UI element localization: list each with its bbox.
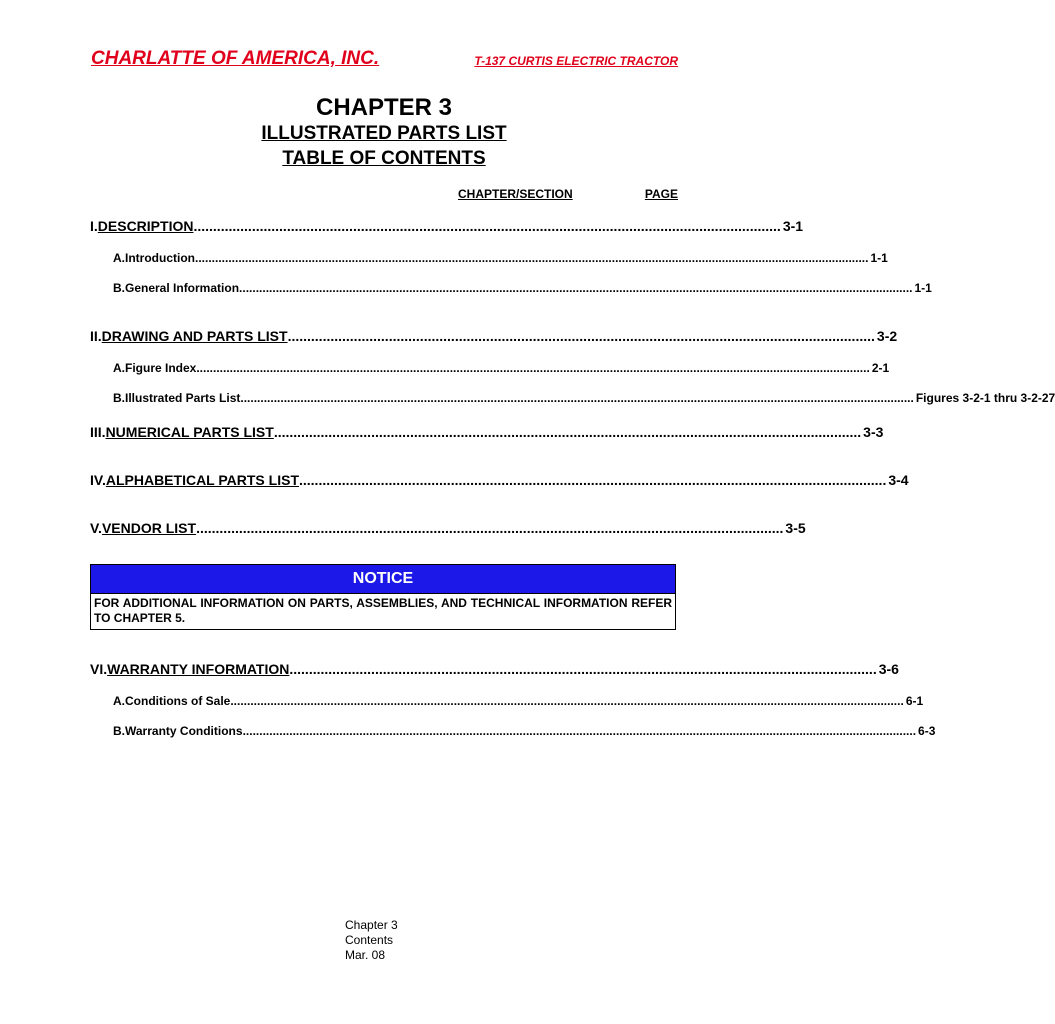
dot-leader: ....................................................................................................................................................... (193, 218, 781, 234)
subsection-page: 6-1 (905, 694, 924, 708)
dot-leader: .......................................................................................................................................................................................................... (196, 361, 870, 375)
section-number: VI. (90, 661, 108, 677)
page-footer (345, 918, 398, 963)
section-number: V. (90, 520, 102, 536)
section-title: ALPHABETICAL PARTS LIST (105, 472, 299, 488)
section-number: I. (90, 218, 98, 234)
dot-leader: .......................................................................................................................................................................................................... (240, 391, 914, 405)
dot-leader: ....................................................................................................................................................... (273, 424, 862, 440)
subsection-page: 6-3 (918, 724, 936, 738)
section-page: 3-5 (785, 520, 806, 536)
section-title: VENDOR LIST (101, 520, 197, 536)
dot-leader: ....................................................................................................................................................... (196, 520, 784, 536)
toc-entry-description[interactable] (90, 218, 804, 234)
footer-section: Contents (345, 933, 394, 947)
company-name: CHARLATTE OF AMERICA, INC. (91, 48, 380, 69)
section-page: 3-3 (863, 424, 884, 440)
subsection-title: Introduction (125, 251, 195, 265)
dot-leader: ....................................................................................................................................................... (299, 472, 887, 488)
dot-leader: .......................................................................................................................................................................................................... (242, 724, 917, 738)
footer-date: Mar. 08 (345, 948, 386, 962)
dot-leader: ....................................................................................................................................................... (289, 661, 877, 677)
subsection-letter: B. (113, 391, 125, 405)
section-title: WARRANTY INFORMATION (107, 661, 290, 677)
toc-entry-warranty-conditions[interactable] (113, 724, 936, 738)
subsection-title: Warranty Conditions (125, 724, 243, 738)
toc-entry-figure-index[interactable] (113, 361, 890, 375)
toc-entry-warranty-information[interactable] (90, 661, 899, 677)
section-title: DRAWING AND PARTS LIST (101, 328, 288, 344)
section-title: NUMERICAL PARTS LIST (105, 424, 274, 440)
column-header-page: PAGE (644, 187, 678, 201)
section-number: IV. (90, 472, 106, 488)
toc-entry-illustrated-parts-list[interactable] (113, 391, 1055, 405)
toc-entry-general-information[interactable] (113, 281, 932, 295)
toc-title: TABLE OF CONTENTS (282, 148, 486, 169)
subsection-letter: A. (113, 251, 125, 265)
section-page: 3-2 (876, 328, 898, 344)
subsection-letter: A. (113, 361, 125, 375)
subsection-letter: A. (113, 694, 125, 708)
chapter-title: CHAPTER 3 (315, 94, 453, 121)
column-header-chapter-section: CHAPTER/SECTION (458, 187, 573, 201)
notice-heading: NOTICE (91, 565, 675, 594)
toc-entry-vendor-list[interactable] (90, 520, 806, 536)
toc-entry-introduction[interactable] (113, 251, 888, 265)
section-number: II. (90, 328, 102, 344)
toc-entry-numerical-parts-list[interactable] (90, 424, 884, 440)
subsection-title: General Information (125, 281, 240, 295)
subsection-letter: B. (113, 724, 125, 738)
section-number: III. (90, 424, 106, 440)
subsection-title: Illustrated Parts List (125, 391, 241, 405)
subsection-page: Figures 3-2-1 thru 3-2-27 (915, 391, 1055, 405)
subsection-page: 2-1 (871, 361, 890, 375)
dot-leader: .......................................................................................................................................................................................................... (239, 281, 913, 295)
toc-entry-alphabetical-parts-list[interactable] (90, 472, 909, 488)
subsection-page: 1-1 (914, 281, 932, 295)
section-page: 3-1 (782, 218, 804, 234)
section-title: DESCRIPTION (97, 218, 194, 234)
toc-entry-drawing-and-parts-list[interactable] (90, 328, 898, 344)
dot-leader: ....................................................................................................................................................... (287, 328, 875, 344)
parts-list-title: ILLUSTRATED PARTS LIST (261, 123, 507, 144)
subsection-page: 1-1 (870, 251, 888, 265)
footer-chapter: Chapter 3 (345, 918, 398, 932)
dot-leader: .......................................................................................................................................................................................................... (230, 694, 904, 708)
notice-text: FOR ADDITIONAL INFORMATION ON PARTS, ASSEMBLIES, AND TECHNICAL INFORMATION REFER TO CHAPTER 5. (94, 596, 672, 625)
section-page: 3-4 (888, 472, 909, 488)
section-page: 3-6 (878, 661, 899, 677)
toc-entry-conditions-of-sale[interactable] (113, 694, 924, 708)
notice-box (90, 564, 676, 630)
subsection-title: Figure Index (125, 361, 197, 375)
dot-leader: .......................................................................................................................................................................................................... (194, 251, 869, 265)
subsection-letter: B. (113, 281, 125, 295)
subsection-title: Conditions of Sale (125, 694, 231, 708)
product-name: T-137 CURTIS ELECTRIC TRACTOR (474, 54, 678, 68)
